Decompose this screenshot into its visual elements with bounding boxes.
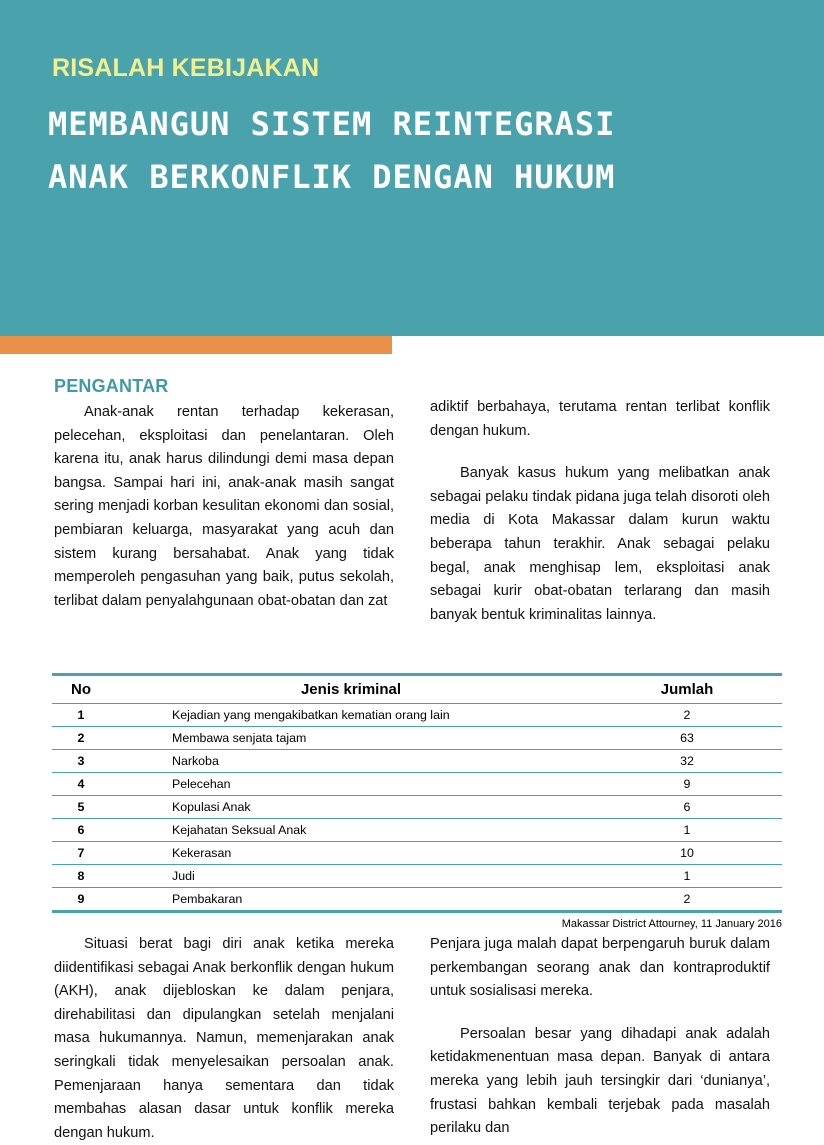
table-source-caption: Makassar District Attourney, 11 January 2016 xyxy=(561,918,782,930)
table-row xyxy=(52,888,782,912)
cell-jenis: Narkoba xyxy=(110,750,592,773)
body-paragraph-right-2: Persoalan besar yang dihadapi anak adalah ketidakmenentuan masa depan. Banyak di antara mereka yang lebih jauh tersingkir dari ‘dunianya’, frustasi bahkan kembali terjebak pada masalah perilaku dan xyxy=(430,1025,770,1137)
cell-no: 8 xyxy=(52,865,110,888)
section-heading-pengantar: PENGANTAR xyxy=(54,376,169,396)
cell-jenis: Judi xyxy=(110,865,592,888)
table-row xyxy=(52,727,782,750)
cell-no: 5 xyxy=(52,796,110,819)
cell-jumlah: 1 xyxy=(592,819,782,842)
body-column-left xyxy=(54,933,394,1145)
cell-no: 7 xyxy=(52,842,110,865)
document-kicker: RISALAH KEBIJAKAN xyxy=(52,54,320,82)
table-row xyxy=(52,796,782,819)
intro-paragraph-right-1: adiktif berbahaya, terutama rentan terlibat konflik dengan hukum. xyxy=(430,399,770,439)
cell-no: 2 xyxy=(52,727,110,750)
body-column-right xyxy=(430,933,770,1141)
column-header-jumlah: Jumlah xyxy=(592,675,782,704)
table-row xyxy=(52,773,782,796)
table-header xyxy=(52,675,782,704)
cell-jenis: Kekerasan xyxy=(110,842,592,865)
page-title: MEMBANGUN SISTEM REINTEGRASI ANAK BERKONFLIK DENGAN HUKUM xyxy=(48,105,616,196)
table-row xyxy=(52,865,782,888)
cell-jumlah: 32 xyxy=(592,750,782,773)
table-row xyxy=(52,842,782,865)
header-banner xyxy=(0,0,824,336)
cell-no: 4 xyxy=(52,773,110,796)
cell-jumlah: 2 xyxy=(592,704,782,727)
body-paragraph-left: Situasi berat bagi diri anak ketika mereka diidentifikasi sebagai Anak berkonflik dengan hukum (AKH), anak dijebloskan ke dalam penjara, direhabilitasi dan dipulangkan setelah menjalani masa hukumannya. Namun, memenjarakan anak seringkali tidak menyelesaikan persoalan anak. Pemenjaraan hanya sementara dan tidak membahas alasan dasar untuk konflik mereka dengan hukum. xyxy=(54,936,394,1141)
cell-jumlah: 1 xyxy=(592,865,782,888)
table-row xyxy=(52,704,782,727)
intro-column-left xyxy=(54,375,394,613)
crime-statistics-table-wrapper xyxy=(52,673,782,930)
cell-jumlah: 2 xyxy=(592,888,782,912)
cell-no: 9 xyxy=(52,888,110,912)
column-header-no: No xyxy=(52,675,110,704)
cell-no: 6 xyxy=(52,819,110,842)
intro-paragraph-right-2: Banyak kasus hukum yang melibatkan anak sebagai pelaku tindak pidana juga telah disoroti oleh media di Kota Makassar dalam kurun waktu beberapa tahun terakhir. Anak sebagai pelaku begal, anak menghisap lem, eksploitasi anak sebagai kurir obat-obatan terlarang dan masih banyak bentuk kriminalitas lainnya. xyxy=(430,465,770,623)
cell-jenis: Kejadian yang mengakibatkan kematian orang lain xyxy=(110,704,592,727)
cell-jumlah: 9 xyxy=(592,773,782,796)
intro-paragraph-left: Anak-anak rentan terhadap kekerasan, pelecehan, eksploitasi dan penelantaran. Oleh karena itu, anak harus dilindungi demi masa depan bangsa. Sampai hari ini, anak-anak masih sangat sering menjadi korban kesulitan ekonomi dan sosial, pembiaran keluarga, masyarakat yang acuh dan sistem kurang bersahabat. Anak yang tidak memperoleh pengasuhan yang baik, putus sekolah, terlibat dalam penyalahgunaan obat-obatan dan zat xyxy=(54,404,394,609)
crime-statistics-table xyxy=(52,673,782,913)
cell-jenis: Kejahatan Seksual Anak xyxy=(110,819,592,842)
cell-jenis: Kopulasi Anak xyxy=(110,796,592,819)
cell-no: 3 xyxy=(52,750,110,773)
column-header-jenis: Jenis kriminal xyxy=(110,675,592,704)
cell-jumlah: 6 xyxy=(592,796,782,819)
cell-jumlah: 63 xyxy=(592,727,782,750)
cell-jenis: Pelecehan xyxy=(110,773,592,796)
table-header-row xyxy=(52,675,782,704)
table-body xyxy=(52,704,782,912)
intro-column-right xyxy=(430,396,770,627)
cell-no: 1 xyxy=(52,704,110,727)
cell-jenis: Membawa senjata tajam xyxy=(110,727,592,750)
cell-jumlah: 10 xyxy=(592,842,782,865)
header-accent-bar xyxy=(0,336,392,354)
table-row xyxy=(52,750,782,773)
body-paragraph-right-1: Penjara juga malah dapat berpengaruh buruk dalam perkembangan seorang anak dan kontraproduktif untuk sosialisasi mereka. xyxy=(430,936,770,1000)
table-row xyxy=(52,819,782,842)
cell-jenis: Pembakaran xyxy=(110,888,592,912)
